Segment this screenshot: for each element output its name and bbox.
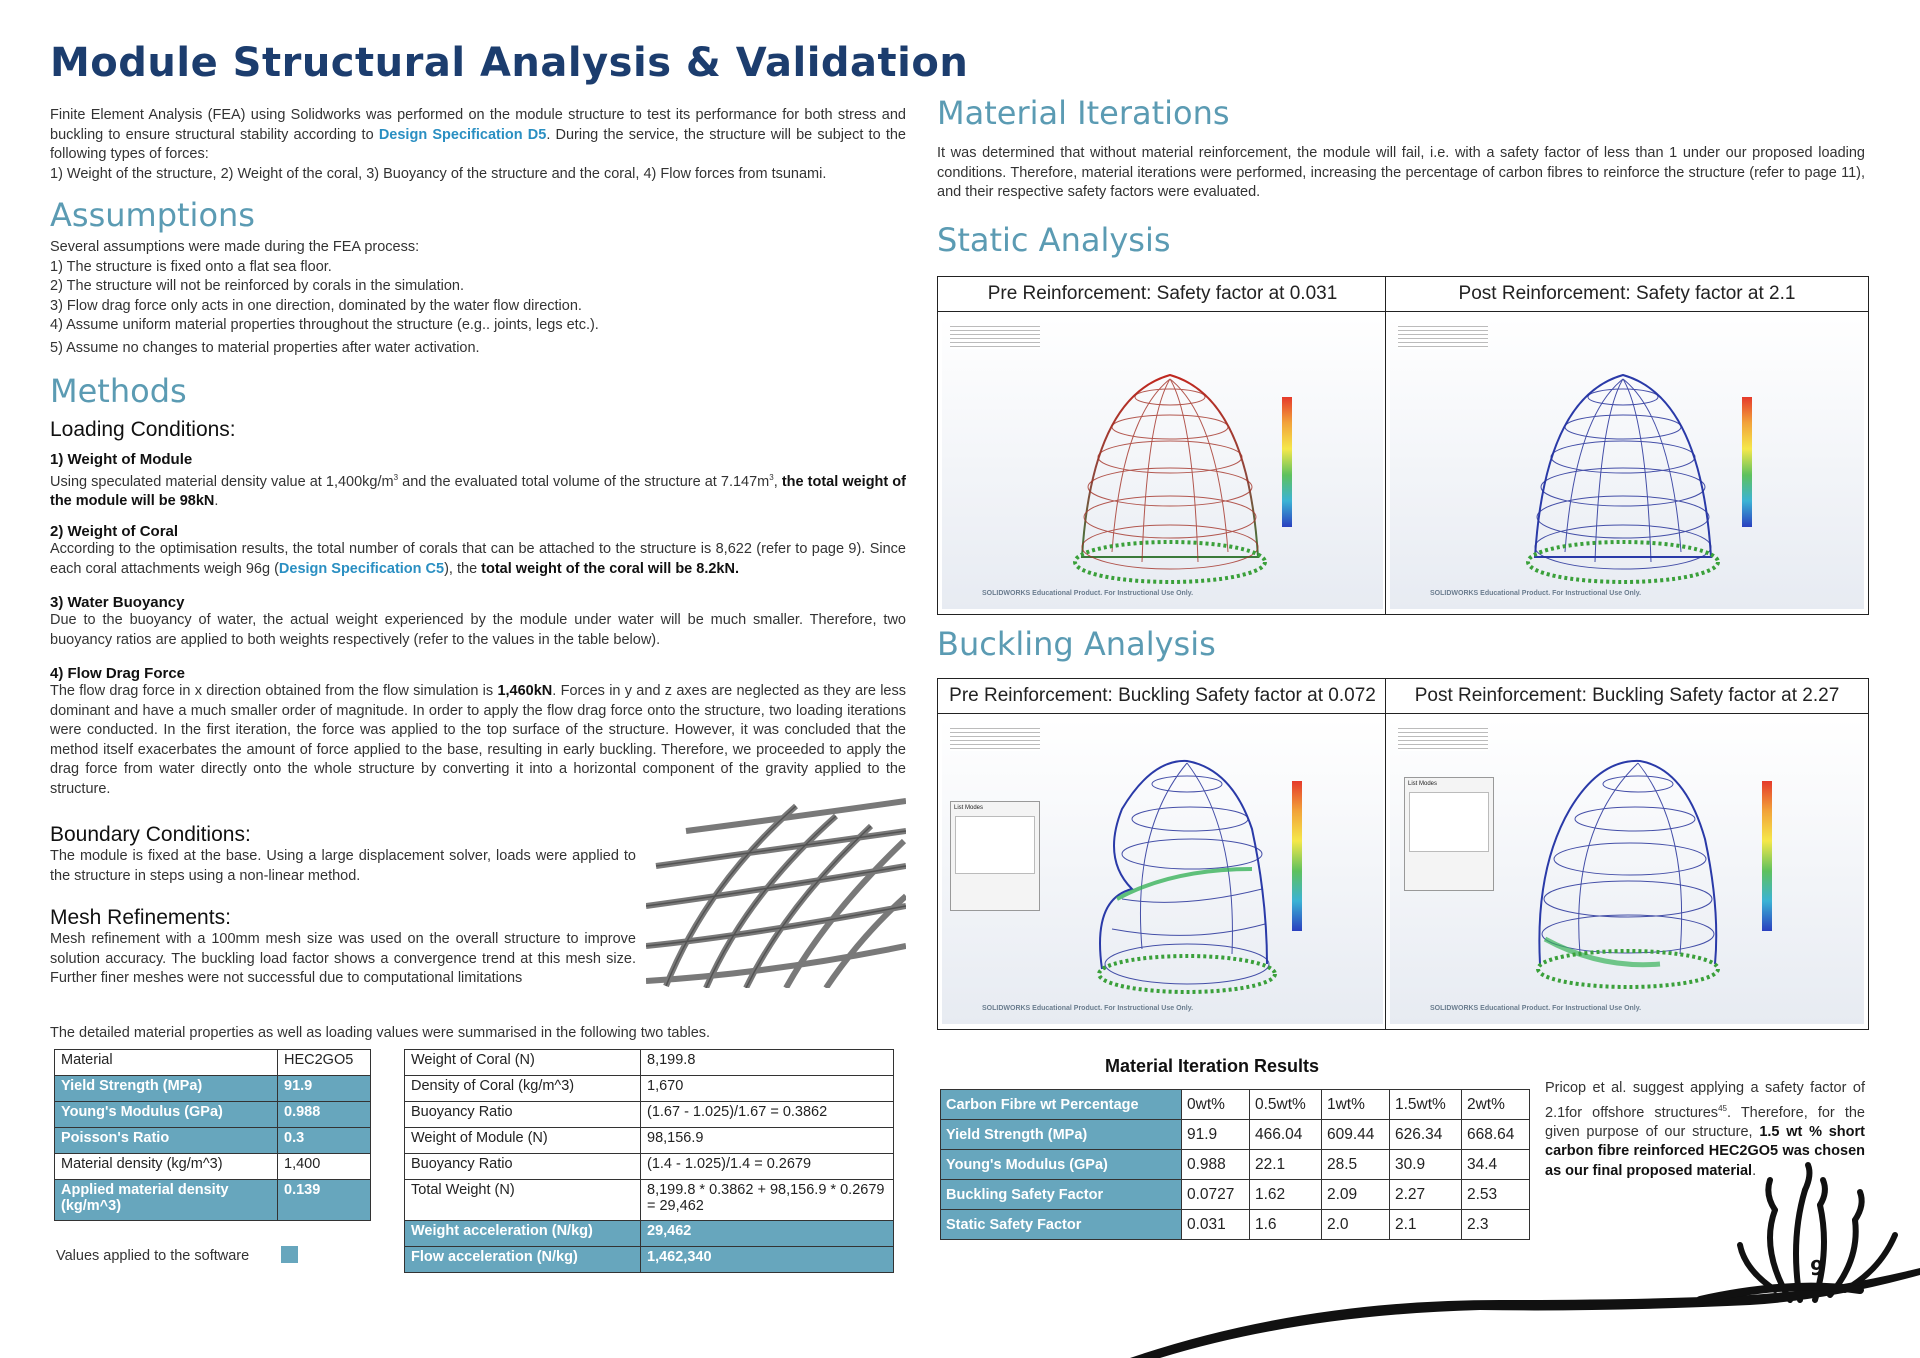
weight-of-module-title: 1) Weight of Module — [50, 451, 193, 468]
tables-summary-text: The detailed material properties as well as loading values were summarised in the following two tables. — [50, 1025, 711, 1041]
info-text-block — [1398, 323, 1488, 349]
buckling-pre-panel — [937, 678, 1388, 1030]
solidworks-watermark: SOLIDWORKS Educational Product. For Instructional Use Only. — [982, 590, 1194, 597]
list-modes-title: List Modes — [1408, 781, 1438, 787]
assumption-item: 3) Flow drag force only acts in one direction, dominated by the water flow direction. — [50, 297, 582, 314]
table-row: Density of Coral (kg/m^3) 1,670 — [405, 1076, 894, 1102]
assumptions-lead: Several assumptions were made during the FEA process: — [50, 239, 420, 255]
page-title: Module Structural Analysis & Validation — [50, 40, 969, 86]
page-number: 9 — [1810, 1256, 1824, 1280]
static-pre-panel — [937, 276, 1388, 615]
buckling-pre-dome — [1062, 749, 1302, 999]
table-row: Carbon Fibre wt Percentage 0wt% 0.5wt% 1wt% 1.5wt% 2wt% — [941, 1090, 1530, 1120]
table-row: Buckling Safety Factor 0.0727 1.62 2.09 2.27 2.53 — [941, 1180, 1530, 1210]
table-row: Young's Modulus (GPa) 0.988 — [55, 1102, 371, 1128]
assumption-item: 4) Assume uniform material properties throughout the structure (e.g.. joints, legs etc.). — [50, 317, 599, 333]
legend-text: Values applied to the software — [56, 1248, 250, 1264]
buckling-post-screenshot — [1390, 719, 1864, 1024]
assumptions-block — [50, 238, 906, 358]
static-pre-dome — [1052, 357, 1292, 587]
displacement-legend — [1762, 781, 1772, 931]
table-row: Total Weight (N) 8,199.8 * 0.3862 + 98,156.9 * 0.2679 = 29,462 — [405, 1180, 894, 1221]
solidworks-watermark: SOLIDWORKS Educational Product. For Instructional Use Only. — [1430, 1005, 1642, 1012]
static-pre-screenshot — [942, 317, 1383, 609]
table-row: Applied material density (kg/m^3) 0.139 — [55, 1180, 371, 1221]
static-analysis-heading: Static Analysis — [937, 221, 1171, 259]
table-row: Material density (kg/m^3) 1,400 — [55, 1154, 371, 1180]
mesh-lattice-image — [646, 796, 906, 988]
info-text-block — [950, 323, 1040, 349]
static-pre-caption: Pre Reinforcement: Safety factor at 0.031 — [938, 277, 1387, 312]
mesh-refinements-text: Mesh refinement with a 100mm mesh size was used on the overall structure to improve solution accuracy. The buckling load factor shows a convergence trend at this mesh size. Further finer meshes were not successful due to computational limitations — [50, 931, 636, 986]
flow-drag-title: 4) Flow Drag Force — [50, 665, 186, 682]
loading-conditions-heading: Loading Conditions: — [50, 418, 236, 441]
table-row: Yield Strength (MPa) 91.9 — [55, 1076, 371, 1102]
table-row: Weight acceleration (N/kg) 29,462 — [405, 1221, 894, 1247]
weight-of-module-block: 1) Weight of Module Using speculated material density value at $1,400kg/m^3$ and the evaluated total volume of the structure at $7.147m^3$, the total weight of the module will be 98kN. — [50, 451, 906, 510]
conclusion-text: Pricop et al. suggest applying a safety factor of 2.1for offshore structures$^{45}$. Therefore, for the given purpose of our structure, 1.5 wt % short carbon fibre reinforced HEC2GO5 was chosen as our final proposed material. — [1545, 1080, 1865, 1179]
table-row: Poisson's Ratio 0.3 — [55, 1128, 371, 1154]
stress-legend — [1742, 397, 1752, 527]
coral-ground-decoration — [0, 1150, 1920, 1358]
table-row: Buoyancy Ratio (1.4 - 1.025)/1.4 = 0.2679 — [405, 1154, 894, 1180]
info-text-block — [1398, 725, 1488, 751]
buckling-pre-caption: Pre Reinforcement: Buckling Safety factor at 0.072 — [938, 679, 1387, 714]
static-post-panel — [1385, 276, 1869, 615]
table-row: Weight of Module (N) 98,156.9 — [405, 1128, 894, 1154]
solidworks-watermark: SOLIDWORKS Educational Product. For Instructional Use Only. — [1430, 590, 1642, 597]
modes-list[interactable] — [955, 816, 1035, 874]
assumptions-heading: Assumptions — [50, 196, 255, 234]
table-row: Buoyancy Ratio (1.67 - 1.025)/1.67 = 0.3862 — [405, 1102, 894, 1128]
table-row: Yield Strength (MPa) 91.9 466.04 609.44 626.34 668.64 — [941, 1120, 1530, 1150]
assumption-item: 1) The structure is fixed onto a flat sea floor. — [50, 258, 332, 275]
buckling-pre-screenshot — [942, 719, 1383, 1024]
buckling-post-caption: Post Reinforcement: Buckling Safety factor at 2.27 — [1386, 679, 1868, 714]
assumption-item: 5) Assume no changes to material properties after water activation. — [50, 339, 480, 356]
water-buoyancy-text: Due to the buoyancy of water, the actual weight experienced by the module under water will be much smaller. Therefore, two buoyancy ratios are applied to both weights respectively (refer to the values in the table below). — [50, 612, 906, 648]
weight-of-coral-block: 2) Weight of Coral According to the optimisation results, the total number of corals that can be attached to the structure is 8,622 (refer to page 9). Since each coral attachments weigh 96g (Design Specification C5), the total weight of the coral will be 8.2kN. — [50, 523, 906, 577]
solidworks-watermark: SOLIDWORKS Educational Product. For Instructional Use Only. — [982, 1005, 1194, 1012]
methods-heading: Methods — [50, 372, 187, 410]
info-text-block — [950, 725, 1040, 751]
table-row: Material HEC2GO5 — [55, 1050, 371, 1076]
buckling-post-panel — [1385, 678, 1869, 1030]
static-post-screenshot — [1390, 317, 1864, 609]
design-spec-d5-link[interactable]: Design Specification D5 — [378, 126, 547, 143]
design-spec-c5-link[interactable]: Design Specification C5 — [278, 560, 445, 577]
table-row: Weight of Coral (N) 8,199.8 — [405, 1050, 894, 1076]
static-post-dome — [1505, 357, 1745, 587]
displacement-legend — [1292, 781, 1302, 931]
assumption-item: 2) The structure will not be reinforced by corals in the simulation. — [50, 278, 464, 294]
mesh-refinements-heading: Mesh Refinements: — [50, 906, 231, 929]
boundary-conditions-heading: Boundary Conditions: — [50, 823, 251, 846]
water-buoyancy-block — [50, 594, 906, 650]
material-iterations-text: It was determined that without material reinforcement, the module will fail, i.e. with a safety factor of less than 1 under our proposed loading conditions. Therefore, material iterations were performed, increasing the percentage of carbon fibres to reinforce the structure (refer to page 11), and their respective safety factors were evaluated. — [937, 145, 1865, 200]
intro-block — [50, 106, 906, 184]
results-table-title: Material Iteration Results — [1105, 1056, 1320, 1076]
mesh-lattice-graphic — [646, 796, 906, 988]
intro-text: Finite Element Analysis (FEA) using Solidworks was performed on the module structure to test its performance for both stress and buckling to ensure structural stability according to Design Specification D5. During the service, the structure will be subject to the following types of forces: 1) Weight of the structure, 2) Weight of the coral, 3) Buoyancy of the structure and the coral, 4) Flow forces from tsunami. — [50, 107, 906, 182]
list-modes-dialog[interactable] — [950, 801, 1040, 911]
modes-list[interactable] — [1409, 792, 1489, 852]
list-modes-dialog[interactable] — [1404, 777, 1494, 891]
static-post-caption: Post Reinforcement: Safety factor at 2.1 — [1386, 277, 1868, 312]
water-buoyancy-title: 3) Water Buoyancy — [50, 594, 185, 611]
table-row: Flow acceleration (N/kg) 1,462,340 — [405, 1247, 894, 1273]
weight-of-coral-title: 2) Weight of Coral — [50, 523, 179, 540]
material-iterations-heading: Material Iterations — [937, 94, 1230, 132]
table-row: Young's Modulus (GPa) 0.988 22.1 28.5 30.9 34.4 — [941, 1150, 1530, 1180]
list-modes-title: List Modes — [954, 805, 984, 811]
buckling-post-dome — [1510, 749, 1750, 999]
flow-drag-block: 4) Flow Drag Force The flow drag force in x direction obtained from the flow simulation is 1,460kN. Forces in y and z axes are neglected as they are less dominant and have a much smaller order of magnitude. In order to apply the flow drag force onto the structure, two loading iterations were conducted. In the first iteration, the force was applied to the top surface of the structure. However, it was concluded that the method itself exacerbates the amount of force applied to the base, resulting in early buckling. Therefore, we proceeded to apply the drag force from water directly onto the whole structure by converting it into a horizontal component of the gravity applied to the structure. — [50, 665, 906, 797]
stress-legend — [1282, 397, 1292, 527]
buckling-analysis-heading: Buckling Analysis — [937, 625, 1216, 663]
boundary-conditions-text: The module is fixed at the base. Using a large displacement solver, loads were applied to the structure in steps using a non-linear method. — [50, 848, 636, 884]
table-row: Static Safety Factor 0.031 1.6 2.0 2.1 2.3 — [941, 1210, 1530, 1240]
